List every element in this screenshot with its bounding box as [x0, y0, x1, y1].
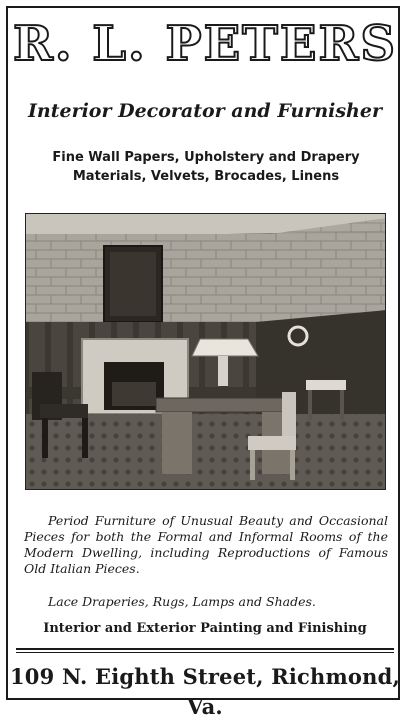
company-name: R. L. PETERS — [12, 16, 398, 72]
divider — [16, 648, 394, 650]
painting-line: Interior and Exterior Painting and Finishing — [43, 621, 367, 636]
services-list: Fine Wall Papers, Upholstery and Drapery Materials, Velvets, Brocades, Linens — [52, 150, 360, 184]
lace-line: Lace Draperies, Rugs, Lamps and Shades. — [48, 594, 316, 609]
interior-room-photo — [25, 213, 386, 490]
furniture-description — [24, 513, 388, 577]
address-line: 109 N. Eighth Street, Richmond, Va. — [10, 664, 400, 719]
company-tagline: Interior Decorator and Furnisher — [28, 100, 382, 122]
divider — [16, 652, 394, 653]
furniture-description-text: Period Furniture of Unusual Beauty and Occasional Pieces for both the Formal and Informal Rooms of the Modern Dwelling, including Reproductions of Famous Old Italian Pieces. — [24, 513, 388, 576]
